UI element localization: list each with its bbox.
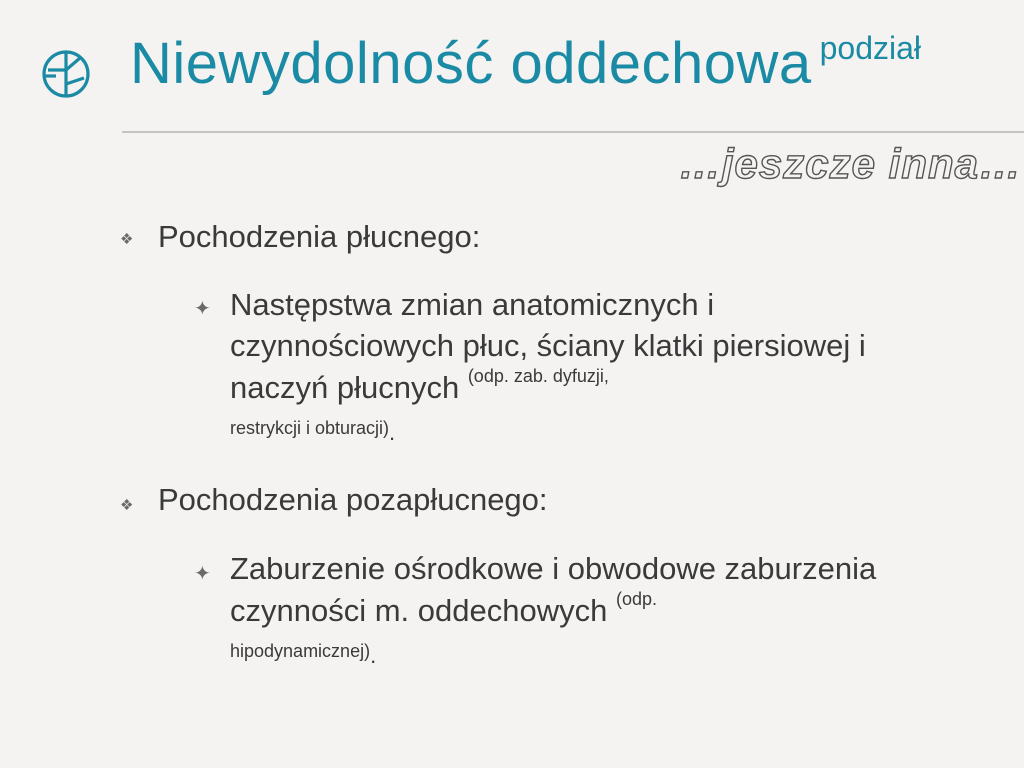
item-note-text: restrykcji i obturacji). (230, 418, 396, 446)
item-note-text: hipodynamicznej). (230, 641, 377, 669)
item-small-text: (odp. zab. dyfuzji, (467, 366, 609, 386)
item-small-text: (odp. (615, 589, 657, 609)
item-main-text: Następstwa zmian anatomicznych i czynnościowych płuc, ściany klatki piersiowej i naczyń płucnych (230, 287, 866, 406)
list-item-extrapulmonary (230, 548, 930, 669)
section-heading-pulmonary: Pochodzenia płucnego: (158, 219, 481, 254)
title-divider (122, 131, 1024, 133)
tagline: …jeszcze inna… (678, 140, 1022, 187)
cross-star-bullet-icon: ✦ (194, 563, 211, 585)
fleuron-bullet-icon: ❖ (120, 231, 134, 248)
section-heading-extrapulmonary: Pochodzenia pozapłucnego: (158, 482, 548, 517)
fleuron-bullet-icon: ❖ (120, 497, 134, 514)
title-text: Niewydolność oddechowa (130, 31, 812, 96)
leaf-circle-logo-icon (38, 46, 94, 102)
cross-star-bullet-icon: ✦ (194, 298, 211, 320)
title-superscript: podział (819, 30, 922, 66)
item-main-text: Zaburzenie ośrodkowe i obwodowe zaburzenia czynności m. oddechowych (230, 551, 877, 629)
list-item-pulmonary (230, 284, 930, 446)
slide-title (130, 30, 921, 97)
